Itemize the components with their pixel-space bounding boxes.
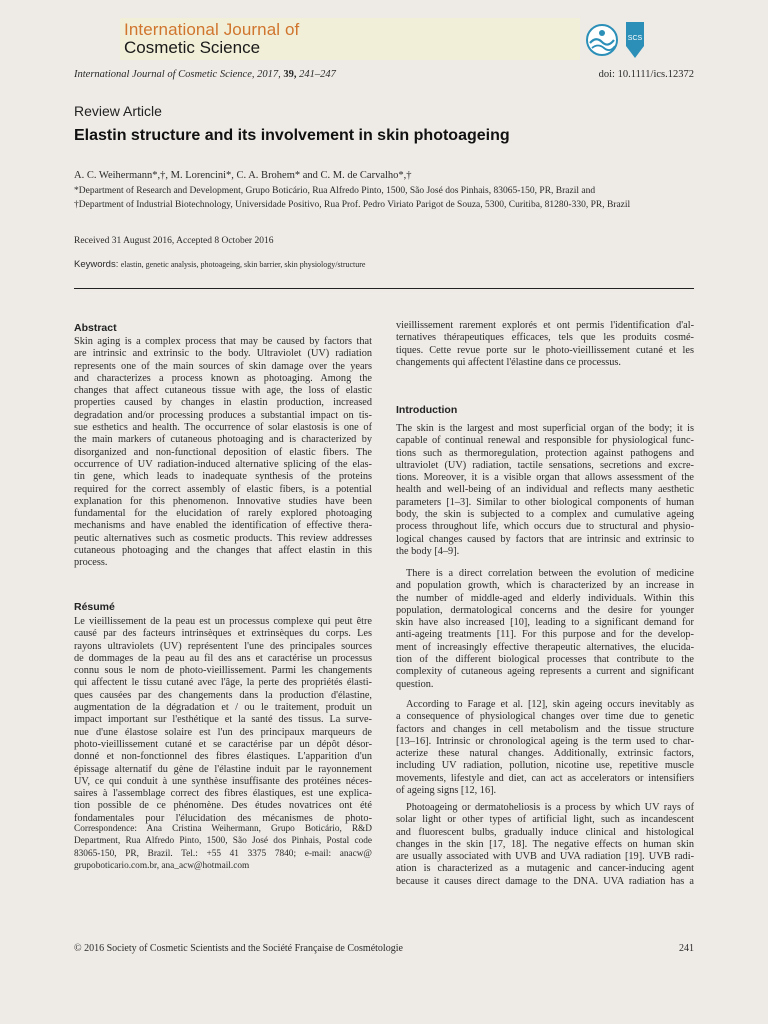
text-line: ultraviolet (UV) radiation, tactile sensations, secretions and excre- [396,459,694,471]
globe-logo-icon [587,25,617,55]
text-line: ment of increasingly effective therapeutic alternatives, the elucida- [396,641,694,653]
resume-text [74,616,372,825]
text-line: capable of continual renewal and responsible for physiological func- [396,435,694,447]
text-line: tion possible de ce phénomène. Des études novatrices ont été [74,800,372,812]
text-line: grupoboticario.com.br, ana_acw@hotmail.com [74,860,250,871]
text-line: causé par des facteurs intrinsèques et extrinsèques du corps. Les [74,628,372,640]
text-line: acterize these natural changes. Additionally, extrinsic factors, [396,748,694,760]
text-line: nue d'une élastose solaire est l'un des principaux marqueurs de [74,726,372,738]
text-line: saires à l'assemblage correct des fibres élastiques, est une explica- [74,788,372,800]
text-line: augmentation de la dégradation et / ou le traitement, produit un [74,702,372,714]
keywords-label: Keywords: [74,259,119,270]
text-line: Le vieillissement de la peau est un processus complexe qui peut être [74,616,372,627]
text-line: fondamentales pour l'élucidation des mécanismes de photo- [74,812,372,824]
author-list: A. C. Weihermann*,†, M. Lorencini*, C. A. Brohem* and C. M. de Carvalho*,† [74,170,412,181]
text-line: and population growth, which is characterized by an increase in [396,580,694,592]
text-line: population, dermatological concerns and the desire for younger [396,604,694,616]
keywords [74,259,365,270]
text-line: including UV radiation, pollution, nicotine use, repetitive muscle [396,760,694,772]
text-line: are usually associated with UVB and UVA radiation [19]. UVB radi- [396,851,694,863]
introduction-paragraph-2 [396,568,694,691]
text-line: cutaneous photoaging and the changes that affect elastin in this [74,545,372,557]
header-rule [74,288,694,289]
copyright-footer: © 2016 Society of Cosmetic Scientists and the Société Française de Cosmétologie [74,943,403,954]
text-line: and fluorescent bulbs, gradually induce clinical and histological [396,826,694,838]
text-line: The skin is the largest and most superficial organ of the body; it is [396,423,694,434]
text-line: rayons ultraviolets (UV) représentent l'une des principales sources [74,640,372,652]
text-line: complexity of cutaneous ageing represents a current and significant [396,666,694,678]
text-line: Correspondence: Ana Cristina Weihermann, Grupo Boticário, R&D [74,824,372,834]
text-line: the number of middle-aged and elderly individuals. Within this [396,592,694,604]
introduction-heading: Introduction [396,404,458,416]
abstract-heading: Abstract [74,322,117,334]
text-line: photo-vieillissement cutané et se caractérise par un dépôt désor- [74,738,372,750]
text-line: donné et non-fonctionnel des fibres élastiques. L'apparition d'un [74,751,372,763]
text-line: required for the correct assembly of elastic fibers, is a potential [74,483,372,495]
text-line: tions. Moreover, it is a visible organ that allows assessment of the [396,472,694,484]
text-line: because it causes direct damage to the DNA. UVA radiation has a [396,875,694,887]
text-line: épissage alternatif du gène de l'élastine induit par le rayonnement [74,763,372,775]
text-line: impact important sur l'esthétique et la santé des tissus. La surve- [74,714,372,726]
text-line: de dommages de la peau au fil des ans et caractérise un processus [74,652,372,664]
text-line: explanation for this phenomenon. Innovative studies have been [74,495,372,507]
text-line: the main markers of cutaneous photoaging and is characterized by [74,434,372,446]
text-line: tion of the different biological processes that contribute to the [396,654,694,666]
article-type: Review Article [74,103,162,119]
introduction-paragraph-1 [396,423,694,558]
text-line: tin gene, which leads to inadequate synthesis of the proteins [74,471,372,483]
text-line: sue esthetics and health. The occurrence of solar elastosis is one of [74,422,372,434]
text-line: ques causées par des changements dans la production d'élastine, [74,689,372,701]
text-line: degradation and/or processing produces a substantial impact on tis- [74,409,372,421]
text-line: changes in the skin [17, 18]. The negative effects on human skin [396,838,694,850]
text-line: process. [74,557,108,569]
text-line: ation is characterized as a mutagenic and cancer-inducing agent [396,863,694,875]
text-line: connu sous le nom de photo-vieillissement. Parmi les changements [74,665,372,677]
text-line: represents one of the main sources of skin damage over the years [74,360,372,372]
text-line: qui affectent le tissu cutané avec l'âge, la perte des propriétés élasti- [74,677,372,689]
citation-line: International Journal of Cosmetic Science, 2017, 39, 241–247 [74,69,336,80]
text-line: are intrinsic and extrinsic to the body. Ultraviolet (UV) radiation [74,348,372,360]
text-line: logical changes caused by factors that are intrinsic and extrinsic to [396,533,694,545]
text-line: tions such as thermoregulation, protection against pathogens and [396,447,694,459]
text-line: of ageing signs [12, 16]. [396,785,497,797]
text-line: According to Farage et al. [12], skin ageing occurs inevitably as [406,699,694,710]
text-line: a consequence of physiological changes over time due to genetic [396,711,694,723]
resume-continued-text [396,320,694,369]
doi-link[interactable]: doi: 10.1111/ics.12372 [598,69,694,80]
text-line: mechanisms and have enabled the identification of effective thera- [74,520,372,532]
affiliation-2: †Department of Industrial Biotechnology, Universidade Positivo, Rua Prof. Pedro Viriato Parigot de Souza, 5300, Curitiba, 81280-330, PR, Brazil [74,200,631,210]
text-line: movements, lifestyle and diet, can act as accelerators or intensifiers [396,772,694,784]
text-line: [13–16]. Intrinsic or chronological ageing is the term used to char- [396,735,694,747]
abstract-text [74,336,372,570]
journal-name-line2: Cosmetic Science [124,38,261,57]
text-line: anti-ageing treatments [11]. For this purpose and for the develop- [396,629,694,641]
affiliation-1: *Department of Research and Development, Grupo Boticário, Rua Alfredo Pinto, 1500, São José dos Pinhais, 83065-150, PR, Brazil and [74,186,596,196]
text-line: Department, Rua Alfredo Pinto, 1500, São José dos Pinhais, Postal code [74,836,372,847]
text-line: UV, ce qui conduit à une synthèse insuffisante des protéines néces- [74,775,372,787]
text-line: properties caused by changes in elastin production, increased [74,397,372,409]
text-line: ternatives thérapeutiques efficaces, tels que les produits cosmé- [396,332,694,344]
text-line: the body [4–9]. [396,545,460,557]
article-title: Elastin structure and its involvement in skin photoageing [74,127,510,144]
text-line: occurrence of UV radiation-induced alternative splicing of the elas- [74,458,372,470]
text-line: Photoageing or dermatoheliosis is a process by which UV rays of [406,802,694,813]
text-line: body, the skin is subjected to a complex and cumulative ageing [396,509,694,521]
text-line: vieillissement rarement explorés et ont permis l'identification d'al- [396,320,694,331]
received-accepted-dates: Received 31 August 2016, Accepted 8 October 2016 [74,236,274,246]
text-line: 83065-150, PR, Brazil. Tel.: +55 41 3375 7840; e-mail: anacw@ [74,848,372,859]
text-line: health and well-being of an individual and reflects many aesthetic [396,484,694,496]
text-line: changes that affect cutaneous tissue with age, the loss of elastic [74,385,372,397]
introduction-paragraph-3 [396,699,694,797]
correspondence-note [74,823,372,872]
text-line: disorganized and non-functional deposition of elastic fibers. The [74,446,372,458]
journal-logo [582,18,652,62]
text-line: fundamental for the elucidation of rarely explored photoaging [74,508,372,520]
text-line: skin have also increased [10], leading to a significant demand for [396,617,694,629]
text-line: Skin aging is a complex process that may be caused by factors that [74,336,372,347]
text-line: peutic alternatives such as cosmetic products. This review addresses [74,532,372,544]
text-line: factors and changes in cell metabolism and the tissue structure [396,723,694,735]
text-line: process throughout life, which occurs due to structural and physio- [396,521,694,533]
page-number: 241 [679,943,694,954]
text-line: and characterizes a process known as photoaging. Among the [74,372,372,384]
introduction-paragraph-4 [396,802,694,888]
journal-name-line1: International Journal of [124,20,300,39]
text-line: parameters [1–3]. Similar to other biological components of human [396,496,694,508]
text-line: tiques. Cette revue porte sur le photo-vieillissement cutané et les [396,344,694,356]
text-line: question. [396,678,434,690]
resume-heading: Résumé [74,601,115,613]
text-line: solar light or other types of artificial light, such as incandescent [396,814,694,826]
text-line: There is a direct correlation between the evolution of medicine [406,568,694,579]
keywords-values: elastin, genetic analysis, photoageing, skin barrier, skin physiology/structure [120,260,366,269]
text-line: changements qui affectent l'élastine dans ce processus. [396,356,621,368]
svg-text:SCS: SCS [627,35,643,42]
